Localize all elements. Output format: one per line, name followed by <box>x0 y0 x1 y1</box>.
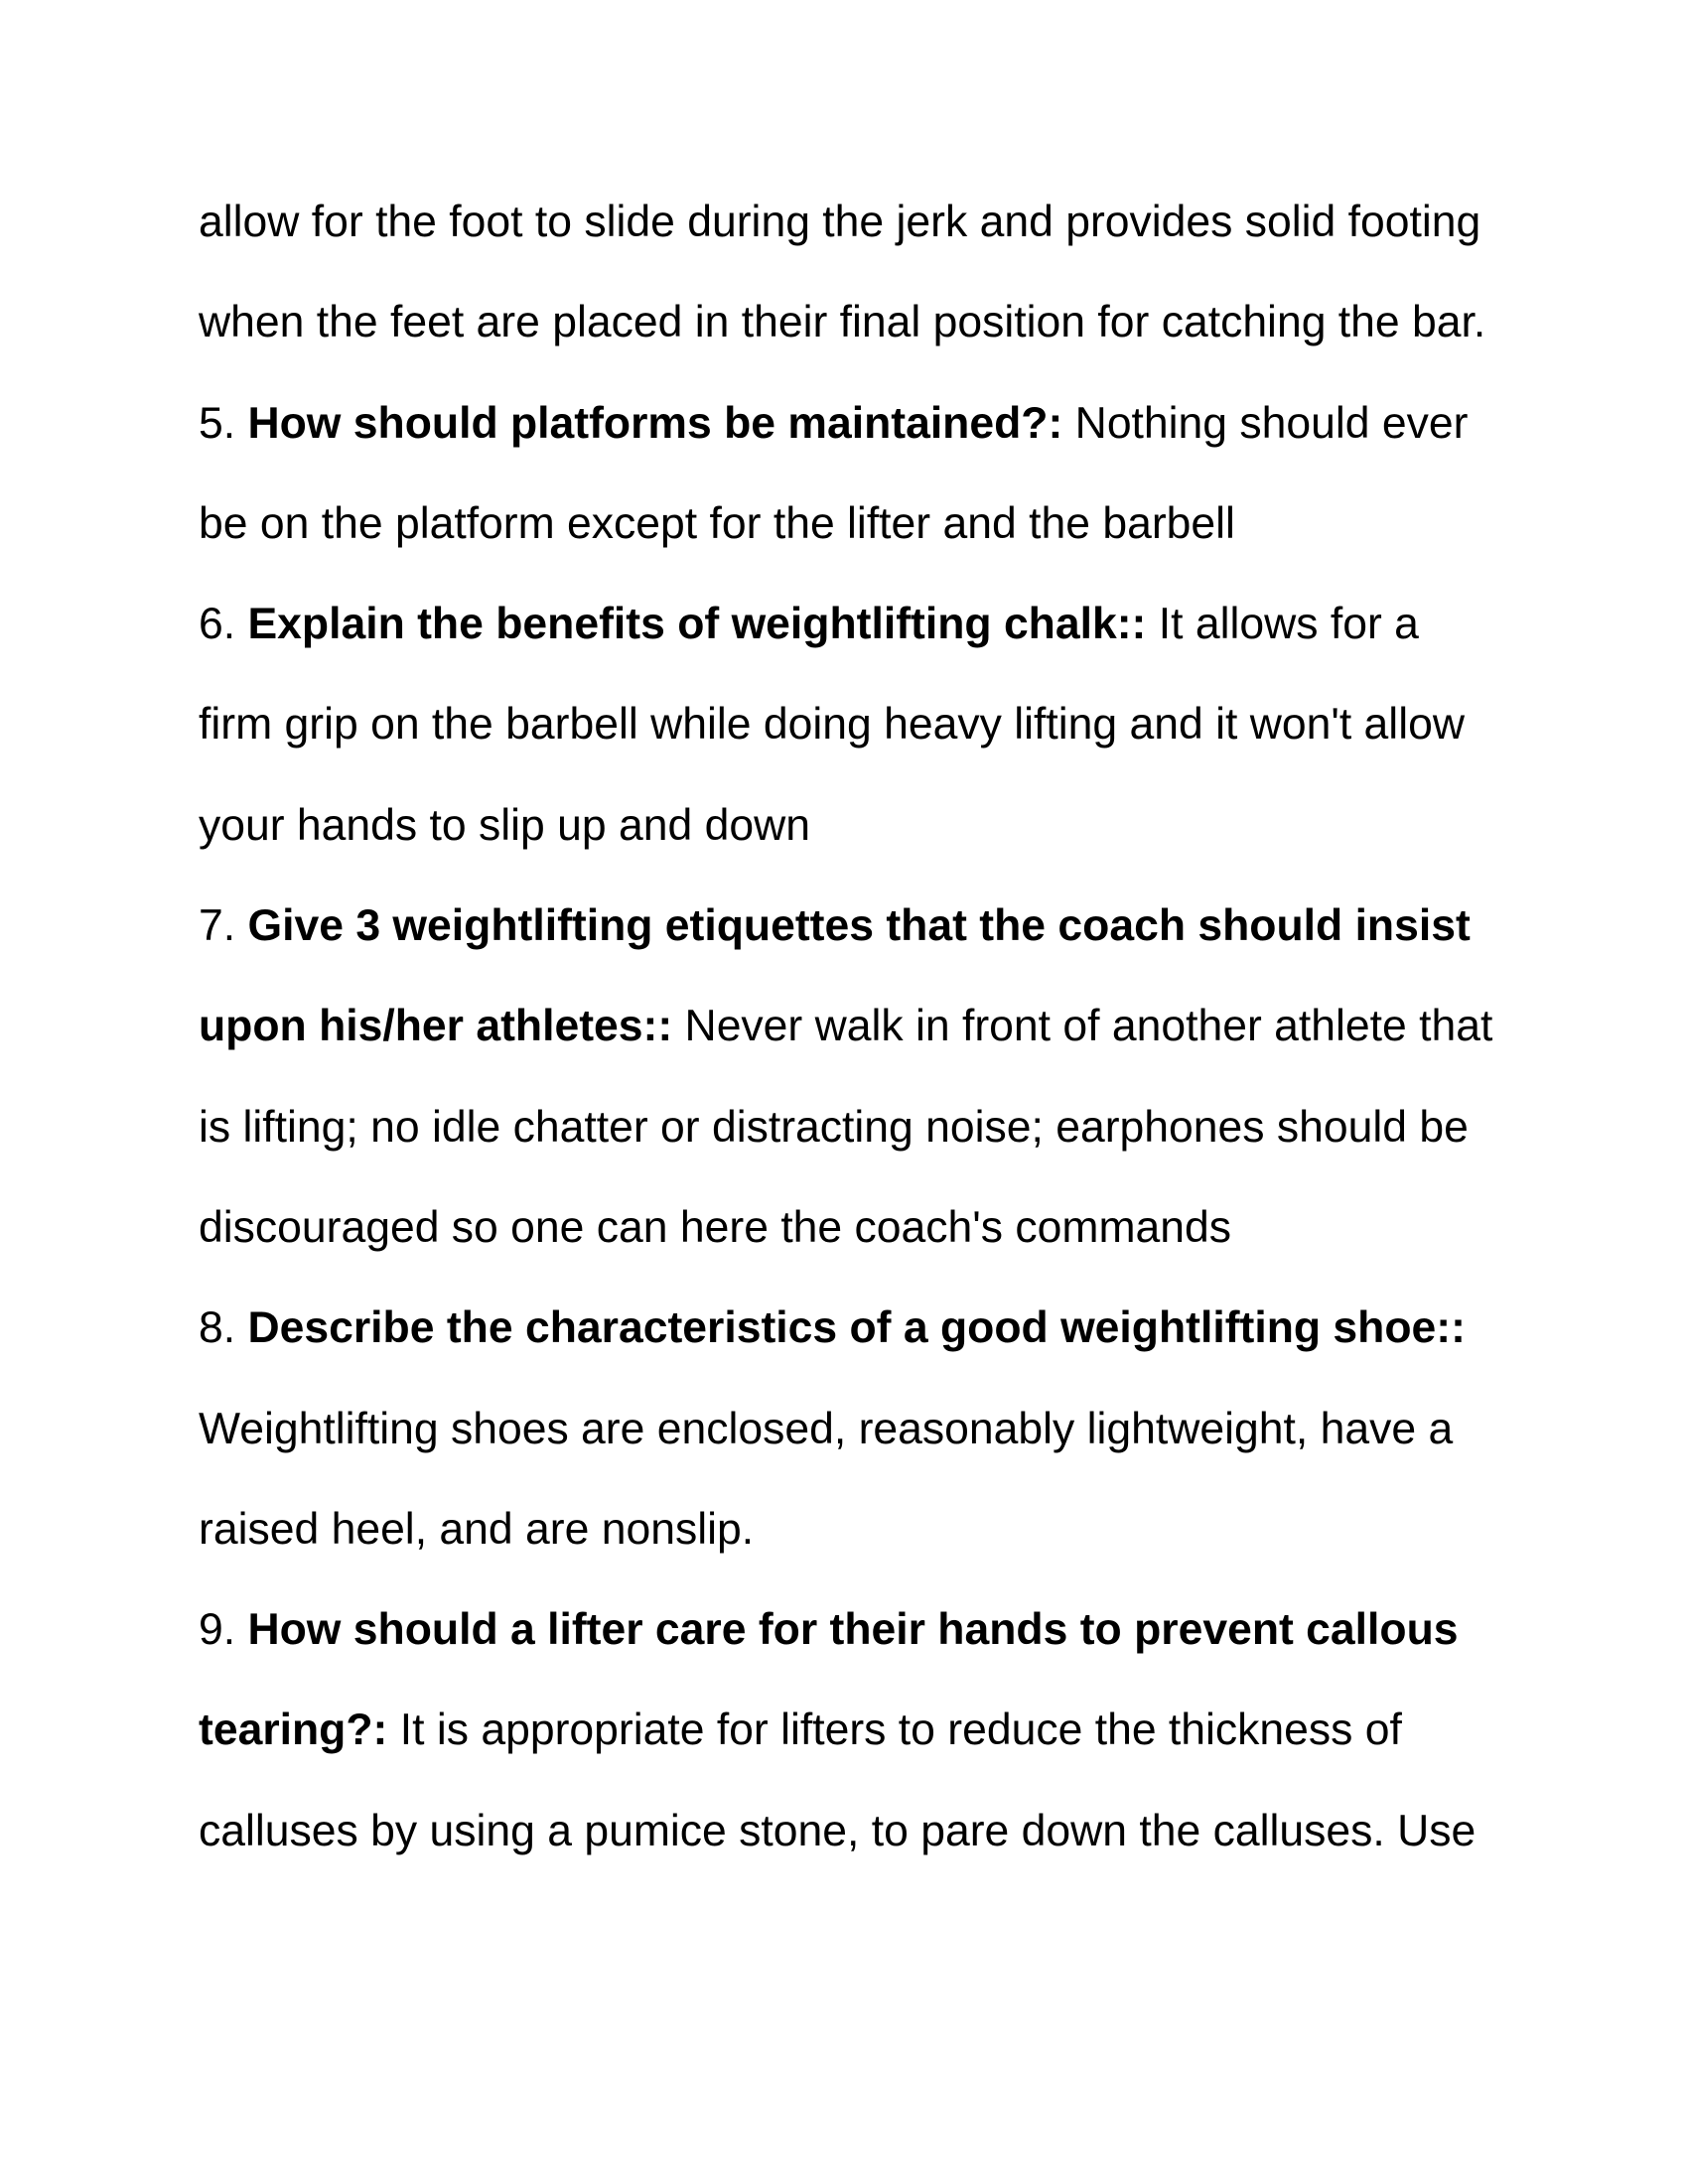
body-text: It is appropriate for lifters to reduce the thickness of <box>387 1706 1402 1755</box>
body-text: Weightlifting shoes are enclosed, reasonably lightweight, have a <box>199 1404 1454 1453</box>
question-text: upon his/her athletes:: <box>199 1002 673 1051</box>
question-text: tearing?: <box>199 1706 388 1755</box>
body-text: Nothing should ever <box>1062 398 1469 448</box>
text-line <box>199 1498 1509 1598</box>
body-text: be on the platform except for the lifter and the barbell <box>199 498 1235 548</box>
text-line <box>199 1297 1509 1397</box>
text-line <box>199 693 1509 793</box>
body-text: firm grip on the barbell while doing heavy lifting and it won't allow <box>199 700 1465 750</box>
text-line <box>199 392 1509 492</box>
body-text: 5. <box>199 398 248 448</box>
body-text: 7. <box>199 901 248 951</box>
body-text: calluses by using a pumice stone, to pare down the calluses. Use <box>199 1806 1477 1855</box>
question-text: Give 3 weightlifting etiquettes that the coach should insist <box>247 901 1471 951</box>
body-text: 6. <box>199 600 248 649</box>
body-text: your hands to slip up and down <box>199 800 811 850</box>
text-line <box>199 191 1509 291</box>
text-line <box>199 1699 1509 1799</box>
body-text: discouraged so one can here the coach's commands <box>199 1202 1232 1252</box>
body-text: is lifting; no idle chatter or distracting noise; earphones should be <box>199 1102 1469 1152</box>
question-text: Explain the benefits of weightlifting chalk:: <box>247 600 1147 649</box>
body-text: 9. <box>199 1605 248 1655</box>
body-text: It allows for a <box>1146 600 1419 649</box>
body-text: 8. <box>199 1303 248 1353</box>
text-line <box>199 1598 1509 1699</box>
text-line <box>199 1800 1509 1900</box>
question-text: How should a lifter care for their hands to prevent callous <box>247 1605 1459 1655</box>
document-body <box>199 191 1509 1900</box>
body-text: allow for the foot to slide during the jerk and provides solid footing <box>199 198 1481 246</box>
text-line <box>199 1096 1509 1196</box>
body-text: when the feet are placed in their final position for catching the bar. <box>199 298 1486 347</box>
text-line <box>199 593 1509 693</box>
text-line <box>199 794 1509 894</box>
question-text: Describe the characteristics of a good weightlifting shoe:: <box>247 1303 1466 1353</box>
text-line <box>199 1196 1509 1297</box>
text-line <box>199 291 1509 391</box>
text-line <box>199 1398 1509 1498</box>
question-text: How should platforms be maintained?: <box>247 398 1063 448</box>
text-line <box>199 894 1509 995</box>
text-line <box>199 995 1509 1095</box>
body-text: raised heel, and are nonslip. <box>199 1504 755 1554</box>
text-line <box>199 492 1509 593</box>
body-text: Never walk in front of another athlete that <box>672 1002 1493 1051</box>
